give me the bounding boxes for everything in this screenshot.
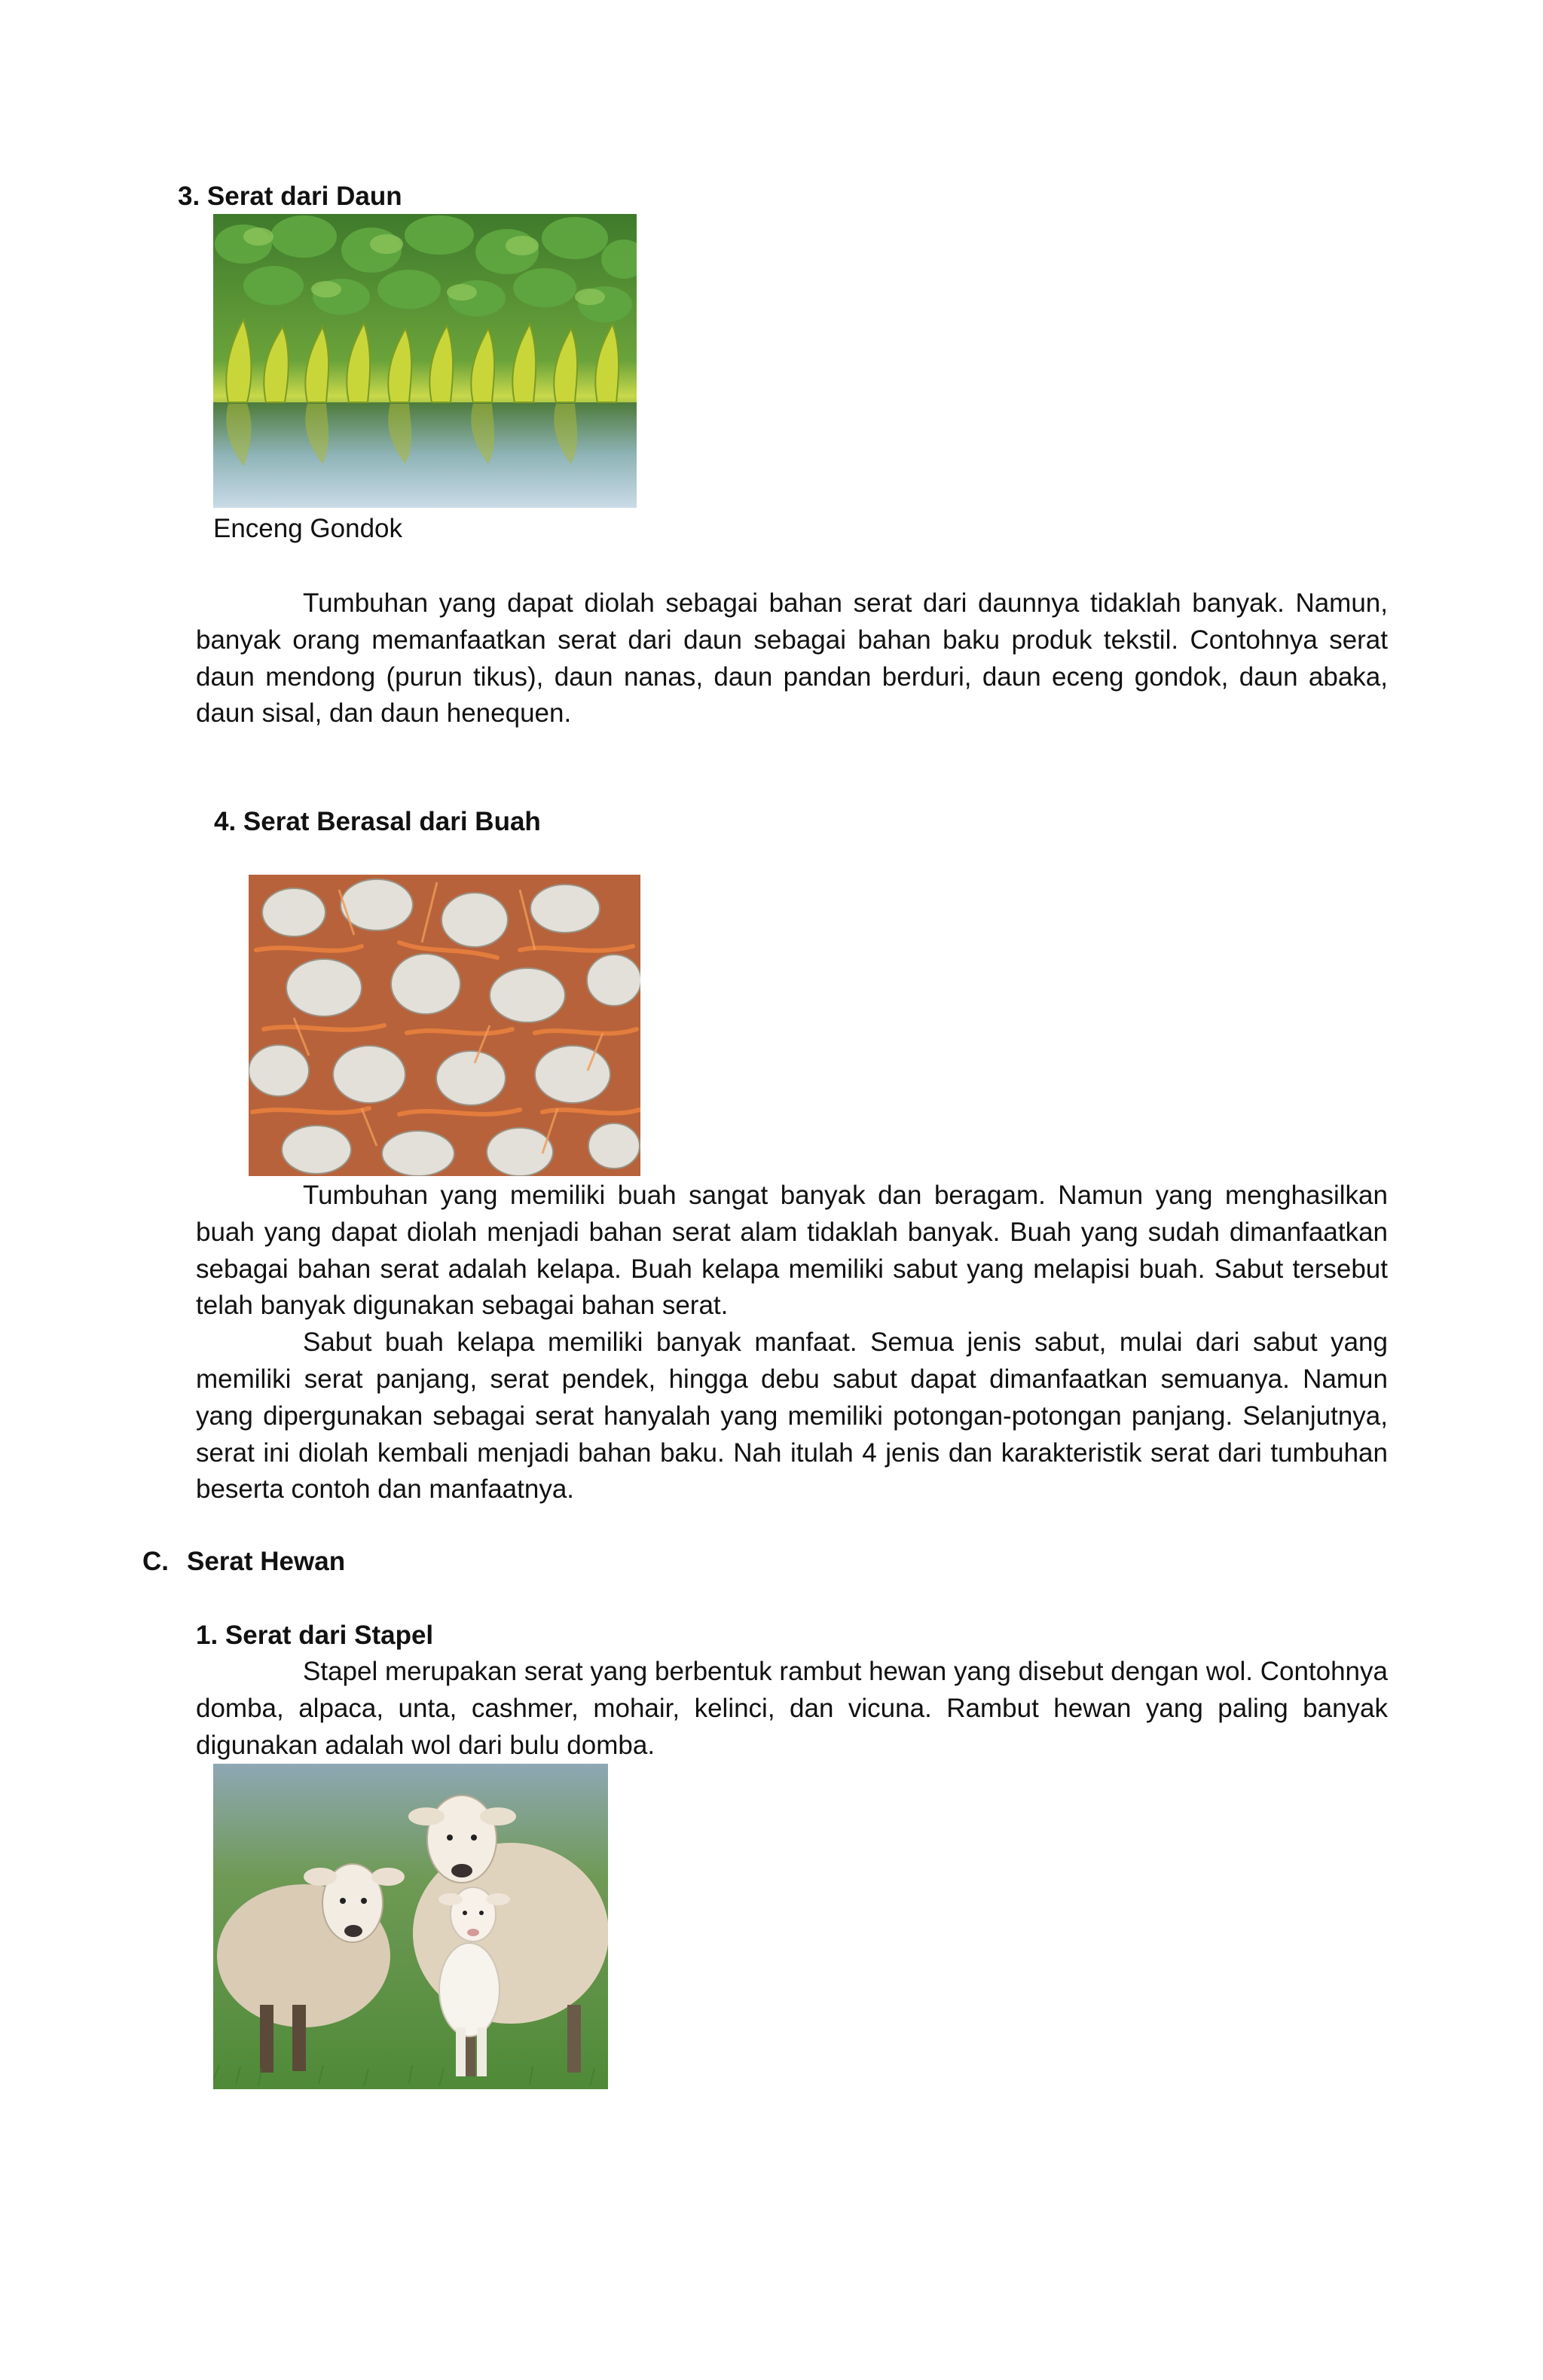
heading-serat-dari-daun: 3. Serat dari Daun [178,182,402,211]
heading-serat-dari-stapel: 1. Serat dari Stapel [196,1621,434,1650]
paragraph: Stapel merupakan serat yang berbentuk rambut hewan yang disebut dengan wol. Contohnya domba, alpaca, unta, cashmer, mohair, kelinci, dan vicuna. Rambut hewan yang paling banyak digunakan adalah wol dari bulu domba. [196,1657,1388,1760]
heading-serat-hewan: Serat Hewan [187,1547,346,1576]
heading-serat-dari-buah: 4. Serat Berasal dari Buah [214,807,541,836]
sheep-photo [213,1764,608,2089]
heading-letter-c: C. [142,1547,169,1576]
paragraph: Tumbuhan yang dapat diolah sebagai bahan serat dari daunnya tidaklah banyak. Namun, banyak orang memanfaatkan serat dari daun sebagai bahan baku produk tekstil. Contohnya serat daun mendong (purun tikus), daun nanas, daun pandan berduri, daun eceng gondok, daun abaka, daun sisal, dan daun henequen. [196,588,1388,729]
water-hyacinth-photo [213,214,637,508]
image-caption-enceng-gondok: Enceng Gondok [213,514,403,543]
paragraph: Tumbuhan yang memiliki buah sangat banyak dan beragam. Namun yang menghasilkan buah yang dapat diolah menjadi bahan serat alam tidaklah banyak. Buah yang sudah dimanfaatkan sebagai bahan serat adalah kelapa. Buah kelapa memiliki sabut yang melapisi buah. Sabut tersebut telah banyak digunakan sebagai bahan serat. [196,1181,1388,1321]
paragraph-serat-stapel [196,1654,1388,1764]
coconut-husk-photo [249,875,640,1176]
paragraph-serat-daun [196,585,1388,732]
paragraph-serat-buah [196,1178,1388,1508]
paragraph: Sabut buah kelapa memiliki banyak manfaat. Semua jenis sabut, mulai dari sabut yang memiliki serat panjang, serat pendek, hingga debu sabut dapat dimanfaatkan semuanya. Namun yang dipergunakan sebagai serat hanyalah yang memiliki potongan-potongan panjang. Selanjutnya, serat ini diolah kembali menjadi bahan baku. Nah itulah 4 jenis dan karakteristik serat dari tumbuhan beserta contoh dan manfaatnya. [196,1327,1388,1505]
